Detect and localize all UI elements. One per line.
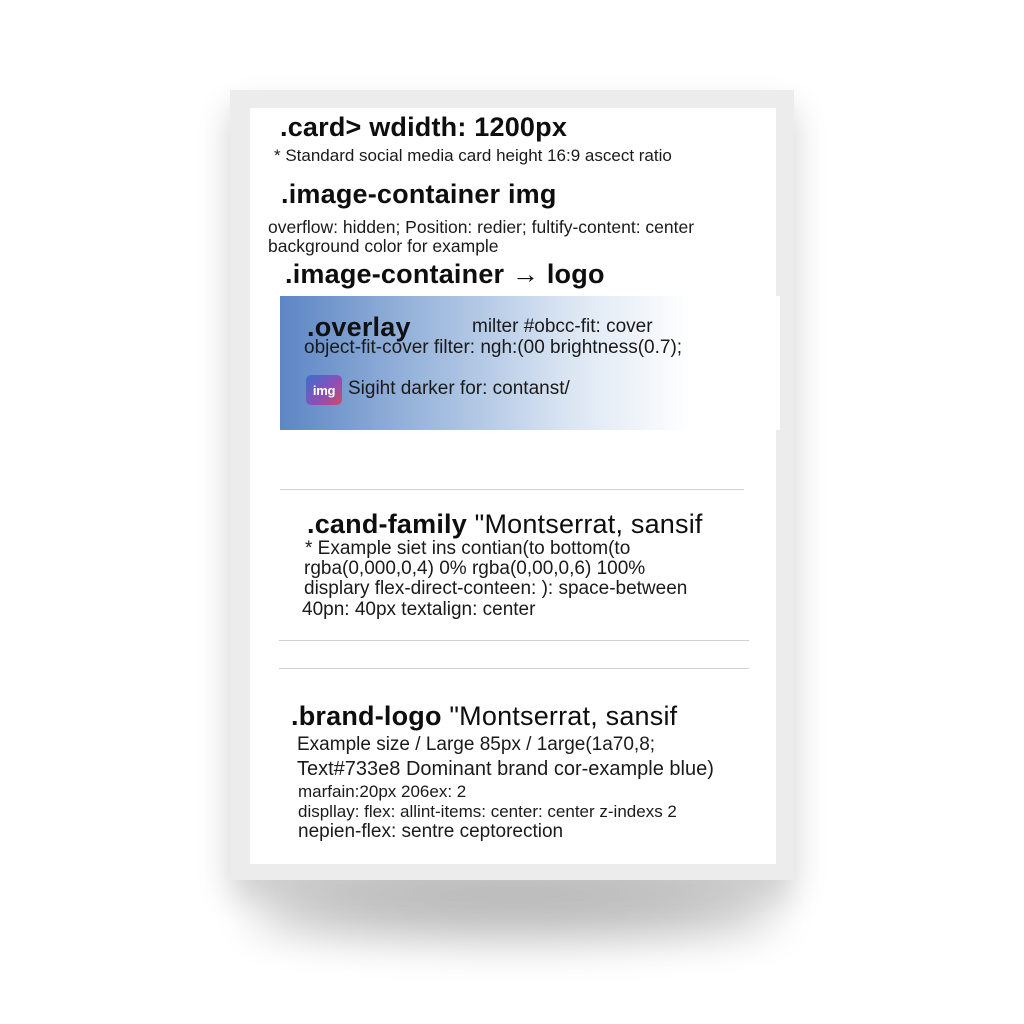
cand-family-selector: .cand-family	[307, 509, 467, 539]
brand-logo-selector: .brand-logo	[291, 701, 442, 731]
brand-logo-line: marfain:20px 206ex: 2	[298, 782, 467, 801]
overlay-inline-note: milter #obcc-fit: cover	[472, 316, 653, 337]
overlay-heading: .overlay	[307, 312, 411, 342]
brand-logo-line: Example size / Large 85px / 1arge(1a70,8;	[297, 734, 656, 755]
brand-logo-line: nepien-flex: sentre ceptorection	[298, 821, 564, 842]
brand-logo-line: Text#733e8 Dominant brand cor-example blue)	[297, 758, 714, 780]
divider	[280, 489, 744, 490]
card-note: * Standard social media card height 16:9 ascect ratio	[274, 146, 672, 165]
cand-family-line: 40pn: 40px textalign: center	[302, 599, 536, 620]
card-heading: .card> wdidth: 1200px	[280, 112, 568, 142]
cand-family-line: displary flex-direct-conteen: ): space-between	[304, 578, 688, 599]
image-icon: img	[306, 375, 342, 405]
overlay-line-1: object-fit-cover filter: ngh:(00 brightness(0.7);	[304, 337, 683, 358]
cand-family-heading	[307, 511, 703, 538]
image-container-line-1: overflow: hidden; Position: redier; fultify-content: center	[268, 217, 695, 237]
cand-family-line: * Example siet ins contian(to bottom(to	[305, 538, 631, 559]
divider	[279, 640, 749, 641]
overlay-line-2: Sigiht darker for: contanst/	[348, 378, 570, 399]
image-container-heading: .image-container img	[281, 179, 557, 209]
image-container-logo-heading: .image-container → logo	[285, 259, 605, 289]
divider	[279, 668, 749, 669]
sheet-shadow	[250, 888, 780, 938]
cand-family-value: "Montserrat, sansif	[466, 509, 703, 539]
brand-logo-heading	[291, 703, 677, 730]
cand-family-line: rgba(0,000,0,4) 0% rgba(0,00,0,6) 100%	[304, 558, 646, 579]
image-container-line-2: background color for example	[268, 236, 499, 256]
brand-logo-line: displlay: flex: allint-items: center: center z-indexs 2	[298, 802, 677, 821]
brand-logo-value: "Montserrat, sansif	[441, 701, 678, 731]
